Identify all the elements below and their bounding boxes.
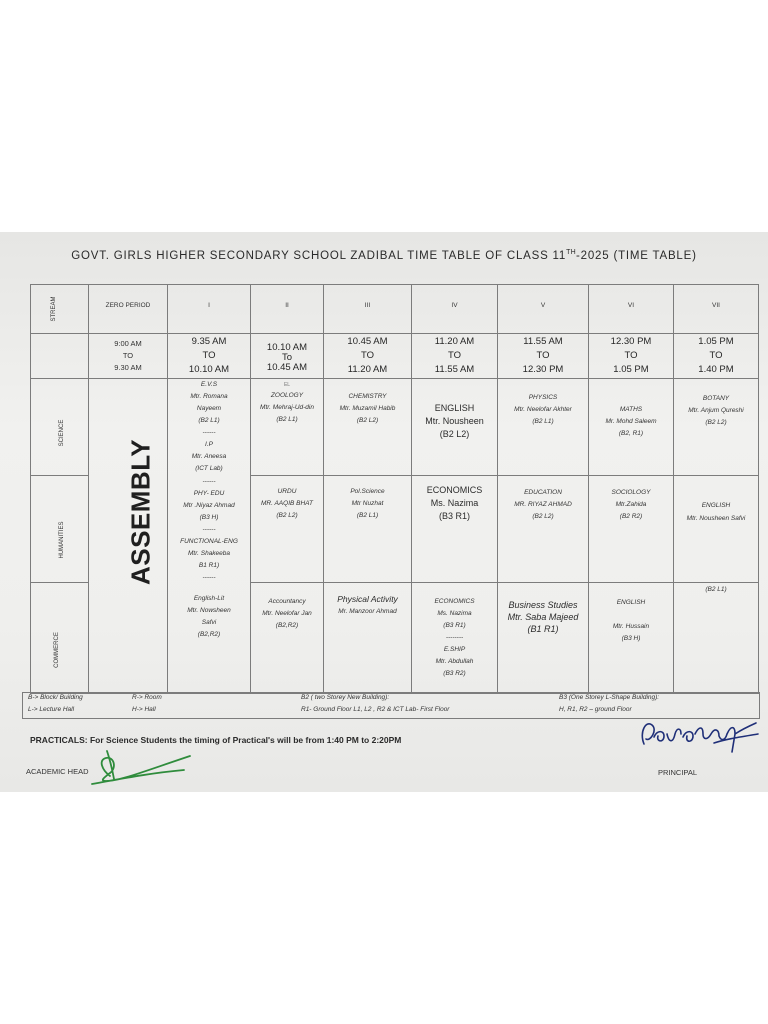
- teacher-label: Mtr. Shakeeba: [187, 550, 231, 557]
- cell-humanities-period-iv: [412, 476, 498, 583]
- teacher-label: Mr. Manzoor Ahmad: [338, 608, 397, 615]
- period-label: I: [208, 301, 210, 309]
- room-label: (B2 R2): [619, 513, 643, 520]
- cell-science-period-vii: [674, 379, 759, 476]
- cell-science-period-vi: [589, 379, 674, 476]
- subject-label: CHEMISTRY: [348, 393, 387, 400]
- time-separator: TO: [536, 350, 550, 361]
- title-superscript: TH: [566, 249, 577, 256]
- time-separator: TO: [624, 350, 638, 361]
- room-label: (B3 R2): [443, 670, 466, 677]
- header-period-vii: [674, 285, 759, 334]
- room-label: (B3 R1): [443, 622, 466, 629]
- room-label: (B2 L2): [705, 419, 727, 426]
- title-rest: -2025 (TIME TABLE): [576, 249, 697, 262]
- cell-commerce-period-vi: [589, 583, 674, 694]
- assembly-label: ASSEMBLY: [125, 438, 156, 586]
- subject-label: EDUCATION: [524, 489, 562, 496]
- start-time: 11.20 AM: [434, 336, 475, 347]
- teacher-label: Mtr. Neelofar Akhter: [514, 406, 572, 413]
- teacher-label: Mtr.Zahida: [615, 501, 647, 508]
- timetable-grid: [30, 284, 759, 694]
- cell-commerce-period-ii: [251, 583, 324, 694]
- subject-label: ZOOLOGY: [270, 392, 304, 399]
- teacher-label: Mtr. Romana: [190, 393, 228, 400]
- document-title: [0, 249, 768, 262]
- period-label: III: [364, 301, 371, 309]
- time-separator: TO: [202, 350, 216, 361]
- stream-science: [31, 379, 89, 476]
- period-label: IV: [451, 301, 458, 309]
- cell-science-period-ii: [251, 379, 324, 476]
- legend-b3-title: B3 (One Storey L-Shape Building):: [559, 694, 660, 701]
- cell-science-period-iv: [412, 379, 498, 476]
- zero-period-label: ZERO PERIOD: [105, 301, 151, 309]
- subject-label: Pol.Science: [350, 488, 385, 495]
- teacher-label: Nayeem: [196, 405, 222, 412]
- timing-zero-period: [89, 334, 168, 379]
- cell-humanities-period-vii: [674, 476, 759, 583]
- timing-period-ii: [251, 334, 324, 379]
- principal-signature: [636, 712, 762, 758]
- cell-humanities-period-ii: [251, 476, 324, 583]
- subject-label: ENGLISH: [434, 403, 475, 413]
- header-zero-period: [89, 285, 168, 334]
- room-label: (B2,R2): [275, 622, 299, 629]
- header-period-ii: [251, 285, 324, 334]
- subject-label: PHYSICS: [528, 394, 558, 401]
- room-label: (B2 L1): [356, 512, 379, 519]
- teacher-label: Mr. Mohd Saleem: [605, 418, 657, 425]
- subject-label: Physical Activity: [337, 594, 398, 604]
- teacher-label: Mtr. Saba Majeed: [507, 612, 579, 622]
- time-separator: TO: [122, 351, 134, 360]
- legend-b2-title: B2 ( two Storey New Building):: [301, 694, 390, 701]
- room-label: (B3 H): [621, 635, 641, 642]
- note-label: EL: [283, 382, 291, 388]
- room-label: (B3 H): [199, 514, 219, 521]
- academic-head-label: ACADEMIC HEAD: [26, 767, 89, 776]
- timing-period-vi: [589, 334, 674, 379]
- period-label: II: [285, 301, 289, 309]
- timing-period-iii: [324, 334, 412, 379]
- end-time: 10.10 AM: [188, 364, 230, 375]
- legend-b3-floors: H, R1, R2 – ground Floor: [559, 706, 632, 713]
- legend-block: B-> Block/ Building: [28, 694, 83, 701]
- cell-science-period-v: [498, 379, 589, 476]
- teacher-label: Mtr. Mehraj-Ud-din: [260, 404, 314, 411]
- period-label: VI: [627, 301, 635, 309]
- stream-commerce: [31, 583, 89, 694]
- subject-label: ECONOMICS: [426, 485, 483, 495]
- header-period-i: [168, 285, 251, 334]
- subject-label: PHY- EDU: [193, 490, 225, 497]
- academic-head-signature: [80, 746, 196, 788]
- teacher-label: Mtr. Hussain: [612, 623, 650, 630]
- timing-stream-blank: [31, 334, 89, 379]
- subject-label: ENGLISH: [616, 599, 646, 606]
- separator: ------: [202, 574, 216, 581]
- stream-label: SCIENCE: [59, 419, 66, 447]
- start-time: 1.05 PM: [698, 336, 734, 347]
- timing-period-iv: [412, 334, 498, 379]
- cell-commerce-period-vii: [674, 583, 759, 694]
- header-period-v: [498, 285, 589, 334]
- subject-label: SOCIOLOGY: [611, 489, 651, 496]
- teacher-label: Ms. Nazima: [430, 498, 479, 508]
- subject-label: English-Lit: [193, 595, 225, 602]
- legend-hall: H-> Hall: [132, 706, 156, 713]
- cell-science-period-i: [168, 379, 251, 476]
- room-label: (B2 L2): [276, 512, 298, 519]
- cell-commerce-period-iv: [412, 583, 498, 694]
- room-label: (B2 L2): [439, 429, 470, 439]
- subject-label: E.V.S: [200, 381, 218, 388]
- teacher-label: Mtr Nuzhat: [351, 500, 384, 507]
- teacher-label: Mtr. Aneesa: [191, 453, 227, 460]
- subject-label: ECONOMICS: [434, 598, 475, 605]
- room-label: B1 R1): [198, 562, 220, 569]
- time-separator: TO: [709, 350, 723, 361]
- teacher-label: Mtr. Muzamil Habib: [339, 405, 396, 412]
- room-label: (B3 R1): [438, 511, 470, 521]
- cell-commerce-period-iii: [324, 583, 412, 694]
- end-time: 11.20 AM: [347, 364, 388, 375]
- time-separator: TO: [360, 350, 375, 361]
- teacher-label: Mtr. Nousheen Safvi: [686, 515, 746, 522]
- room-label: (B2, R1): [618, 430, 644, 437]
- start-time: 9:00 AM: [114, 339, 142, 348]
- end-time: 1.40 PM: [698, 364, 734, 375]
- subject-label: Accountancy: [268, 598, 306, 605]
- header-period-vi: [589, 285, 674, 334]
- legend-lecture-hall: L-> Lecture Hall: [28, 706, 75, 713]
- separator: --------: [445, 634, 464, 641]
- subject-label: FUNCTIONAL-ENG: [180, 538, 238, 545]
- header-period-iv: [412, 285, 498, 334]
- cell-humanities-period-i: [168, 476, 251, 583]
- stream-label: HUMANITIES: [59, 521, 66, 559]
- room-label: (B2,R2): [197, 631, 221, 638]
- stream-header-label: STREAM: [50, 296, 57, 322]
- teacher-label: Mtr. Neelofar Jan: [262, 610, 312, 617]
- time-separator: TO: [447, 350, 462, 361]
- separator: ------: [202, 478, 216, 485]
- subject-label: URDU: [277, 488, 297, 495]
- cell-humanities-period-vi: [589, 476, 674, 583]
- room-label: (B1 R1): [527, 624, 559, 634]
- teacher-label: Mtr. Nowsheen: [187, 607, 231, 614]
- teacher-label: Mtr. Anjum Qureshi: [688, 407, 744, 414]
- room-label: (B2 L1): [198, 417, 220, 424]
- room-label: (B2 L2): [532, 513, 554, 520]
- teacher-label: MR. AAQIB BHAT: [260, 500, 313, 507]
- end-time: 9.30 AM: [114, 363, 142, 372]
- cell-commerce-period-i: [168, 583, 251, 694]
- principal-label: PRINCIPAL: [658, 768, 698, 777]
- room-label: (ICT Lab): [195, 465, 223, 472]
- subject-label: BOTANY: [702, 395, 730, 402]
- teacher-label: Mtr. Abdullah: [435, 658, 474, 665]
- room-label: (B2 L2): [356, 417, 379, 424]
- title-main: GOVT. GIRLS HIGHER SECONDARY SCHOOL ZADIBAL TIME TABLE OF CLASS 11: [71, 249, 567, 262]
- header-period-iii: [324, 285, 412, 334]
- timing-period-i: [168, 334, 251, 379]
- stream-label: COMMERCE: [53, 632, 60, 668]
- end-time: 11.55 AM: [434, 364, 475, 375]
- legend-b2-floors: R1- Ground Floor L1, L2 , R2 & ICT Lab- First Floor: [301, 706, 450, 713]
- period-label: VII: [712, 301, 720, 309]
- start-time: 10.10 AM: [266, 342, 308, 353]
- stream-humanities: [31, 476, 89, 583]
- cell-humanities-period-v: [498, 476, 589, 583]
- room-label: (B2 L1): [705, 586, 727, 593]
- start-time: 12.30 PM: [610, 336, 652, 347]
- header-stream: [31, 285, 89, 334]
- room-label: (B2 L1): [276, 416, 298, 423]
- period-label: V: [540, 301, 546, 309]
- assembly-cell: [89, 379, 168, 694]
- cell-science-period-iii: [324, 379, 412, 476]
- start-time: 11.55 AM: [523, 336, 563, 347]
- legend-room: R-> Room: [132, 694, 162, 701]
- subject-label: E.SHIP: [443, 646, 466, 653]
- teacher-label: Ms. Nazima: [437, 610, 472, 617]
- end-time: 1.05 PM: [613, 364, 649, 375]
- teacher-label: Mtr. Nousheen: [425, 416, 484, 426]
- teacher-label: MR. RIYAZ AHMAD: [514, 501, 572, 508]
- cell-humanities-period-iii: [324, 476, 412, 583]
- subject-label: MATHS: [619, 406, 643, 413]
- subject-label: Business Studies: [508, 600, 578, 610]
- practicals-note: PRACTICALS: For Science Students the timing of Practical's will be from 1:40 PM to 2:20PM: [30, 735, 402, 745]
- subject-label: I.P: [205, 441, 213, 448]
- cell-commerce-period-v: [498, 583, 589, 694]
- end-time: 12.30 PM: [522, 364, 564, 375]
- timing-period-v: [498, 334, 589, 379]
- room-label: (B2 L1): [532, 418, 554, 425]
- separator: ------: [202, 526, 216, 533]
- time-separator: To: [281, 352, 293, 363]
- subject-label: ENGLISH: [701, 502, 731, 509]
- timing-period-vii: [674, 334, 759, 379]
- start-time: 9.35 AM: [191, 336, 227, 347]
- teacher-label: Mtr .Niyaz Ahmad: [183, 502, 235, 509]
- separator: ------: [202, 429, 216, 436]
- teacher-label: Safvi: [201, 619, 217, 626]
- end-time: 10.45 AM: [266, 362, 308, 373]
- start-time: 10.45 AM: [347, 336, 388, 347]
